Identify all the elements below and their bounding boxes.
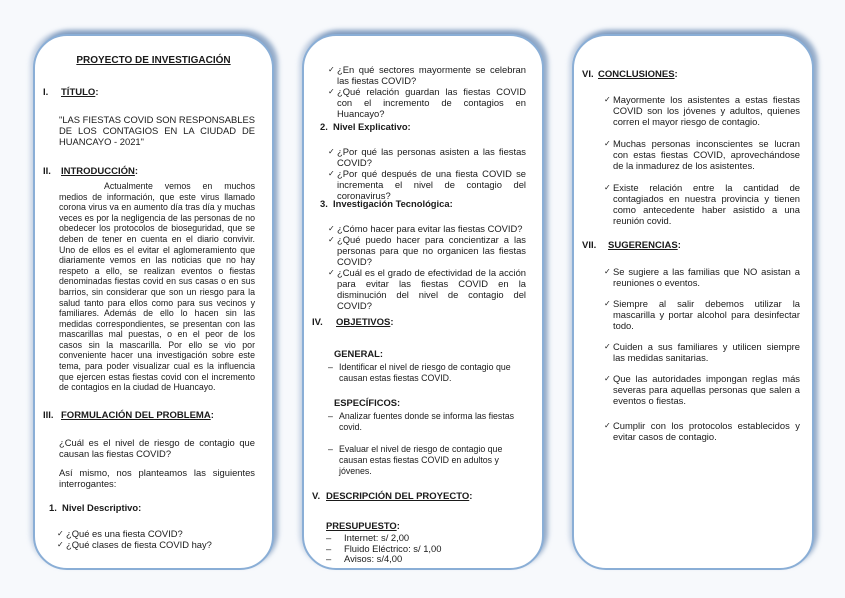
list-item: ✓ ¿Qué clases de fiesta COVID hay? (57, 539, 212, 550)
list-item: ✓ ¿Por qué después de una fiesta COVID se incrementa el nivel de contagio del coronavirus? (328, 168, 526, 201)
check-icon: ✓ (328, 147, 335, 156)
check-icon: ✓ (604, 183, 611, 192)
dash-bullet: – (326, 553, 332, 564)
check-icon: ✓ (604, 421, 611, 430)
section-titulo-heading: I. TÍTULO: (43, 87, 99, 98)
list-item: ✓ Muchas personas inconscientes se lucran con estas fiestas COVID, aprovechándose de la inmadurez de los asistentes. (604, 138, 800, 171)
presupuesto-label: PRESUPUESTO: (326, 520, 400, 531)
objetivos-especificos-label: ESPECÍFICOS: (334, 397, 401, 408)
section-descripcion-heading: V. DESCRIPCIÓN DEL PROYECTO: (312, 491, 473, 502)
list-item: – Evaluar el nivel de riesgo de contagio que causan estas fiestas COVID en adultos y jóvenes. (328, 444, 503, 476)
list-item: ✓ Cuiden a sus familiares y utilicen siempre las medidas sanitarias. (604, 341, 800, 363)
dash-bullet: – (326, 532, 332, 543)
section-introduccion-heading: II. INTRODUCCIÓN: (43, 166, 139, 177)
list-item: ✓ ¿Cuál es el grado de efectividad de la acción para evitar las fiestas COVID en la disminución del nivel de contagio del COVID? (328, 267, 526, 311)
list-item: ✓ ¿Cómo hacer para evitar las fiestas COVID? (328, 223, 523, 234)
dash-bullet: – (328, 444, 333, 454)
level-1-list (57, 528, 255, 550)
section-sugerencias-heading: VII. SUGERENCIAS: (582, 240, 681, 251)
level-1-list-continued (328, 64, 526, 119)
check-icon: ✓ (57, 529, 64, 538)
objetivos-especificos-list (328, 411, 518, 477)
sugerencias-list (604, 266, 800, 442)
check-icon: ✓ (328, 65, 335, 74)
check-icon: ✓ (604, 374, 611, 383)
list-item: ✓ Se sugiere a las familias que NO asistan a reuniones o eventos. (604, 266, 800, 288)
list-item: ✓ ¿Qué relación guardan las fiestas COVID con el incremento de contagios en Huancayo? (328, 86, 526, 119)
list-item: ✓ ¿Por qué las personas asisten a las fiestas COVID? (328, 146, 526, 168)
list-item: ✓ Que las autoridades impongan reglas más severas para aquellas personas que salen a eventos o fiestas. (604, 373, 800, 406)
introduccion-paragraph-1: Actualmente vemos en muchos medios de información, que este virus llamado corona virus va en aumento día tras día y muchas veces es por la negligencia de las personas de no obedecer los protocolos de bioseguridad, que se deben de tener en cuenta en el diario convivir. Uno de ellos es el evitar el aglomeramiento que diariamente vemos en las noticias que no hay respeto a ello, se realizan eventos o fiestas denominadas fiestas covid en sus casas o en sus barrios, sin considerar que son un riesgo para la salud tanto para ellos como para sus vecinos y familiares. (59, 181, 255, 319)
list-item: ✓ ¿En qué sectores mayormente se celebran las fiestas COVID? (328, 64, 526, 86)
brochure-panel-left (33, 34, 274, 570)
budget-item: – Fluido Eléctrico: s/ 1,00 (326, 542, 442, 554)
brochure-panel-right (572, 34, 814, 570)
check-icon: ✓ (328, 224, 335, 233)
section-objetivos-heading: IV. OBJETIVOS: (312, 317, 394, 328)
dash-bullet: – (328, 411, 333, 421)
level-1-heading: 1. Nivel Descriptivo: (49, 502, 142, 513)
project-title-text: "LAS FIESTAS COVID SON RESPONSABLES DE LOS CONTAGIOS EN LA CIUDAD DE HUANCAYO - 2021" (59, 114, 255, 147)
check-icon: ✓ (328, 87, 335, 96)
dash-bullet: – (328, 362, 333, 372)
check-icon: ✓ (604, 267, 611, 276)
budget-item: – Avisos: s/4,00 (326, 553, 403, 564)
dash-bullet: – (326, 542, 332, 554)
check-icon: ✓ (57, 540, 64, 549)
check-icon: ✓ (604, 342, 611, 351)
presupuesto-list (326, 533, 516, 565)
level-2-heading: 2. Nivel Explicativo: (320, 121, 411, 132)
level-2-list (328, 146, 526, 201)
list-item: – Identificar el nivel de riesgo de contagio que causan estas fiestas COVID. (328, 362, 511, 383)
check-icon: ✓ (604, 95, 611, 104)
interrogantes-intro: Así mismo, nos planteamos las siguientes interrogantes: (59, 467, 255, 489)
introduccion-paragraph-2: Además de ello lo hacen sin las medidas correspondientes, se presentan con las mascarillas mal puestas, o en el peor de los casos sin la mascarilla. Por ello se vio por conveniente hacer una investigación sobre este tema, para poder visualizar cual es la influencia que ejercen estas fiestas covid con el incremento de contagios en la ciudad de Huancayo. (59, 308, 255, 393)
level-3-list (328, 223, 526, 311)
budget-item: – Internet: s/ 2,00 (326, 532, 410, 543)
conclusiones-list (604, 94, 800, 226)
list-item: ✓ ¿Qué es una fiesta COVID? (57, 528, 183, 539)
list-item: – Analizar fuentes donde se informa las fiestas covid. (328, 411, 515, 432)
check-icon: ✓ (328, 169, 335, 178)
check-icon: ✓ (604, 299, 611, 308)
section-formulacion-heading: III. FORMULACIÓN DEL PROBLEMA: (43, 410, 214, 421)
research-question: ¿Cuál es el nivel de riesgo de contagio que causan las fiestas COVID? (59, 437, 255, 459)
objetivo-general-list (328, 362, 518, 384)
list-item: ✓ Mayormente los asistentes a estas fiestas COVID son los jóvenes y adultos, quienes corren el mayor riesgo de contagio. (604, 94, 800, 127)
list-item: ✓ ¿Qué puedo hacer para concientizar a las personas para que no organicen las fiestas COVID? (328, 234, 526, 267)
check-icon: ✓ (328, 235, 335, 244)
objetivo-general-label: GENERAL: (334, 348, 383, 359)
brochure-panel-middle (302, 34, 544, 570)
list-item: ✓ Existe relación entre la cantidad de contagiados en nuestra provincia y tienen como antecedente haber asistido a una reunión covid. (604, 182, 800, 226)
check-icon: ✓ (328, 268, 335, 277)
section-conclusiones-heading: VI. CONCLUSIONES: (582, 69, 678, 80)
list-item: ✓ Cumplir con los protocolos establecidos y evitar casos de contagio. (604, 420, 800, 442)
level-3-heading: 3. Investigación Tecnológica: (320, 198, 453, 209)
document-title: PROYECTO DE INVESTIGACIÓN (76, 55, 231, 66)
list-item: ✓ Siempre al salir debemos utilizar la mascarilla y portar alcohol para desinfectar todo. (604, 298, 800, 331)
check-icon: ✓ (604, 139, 611, 148)
